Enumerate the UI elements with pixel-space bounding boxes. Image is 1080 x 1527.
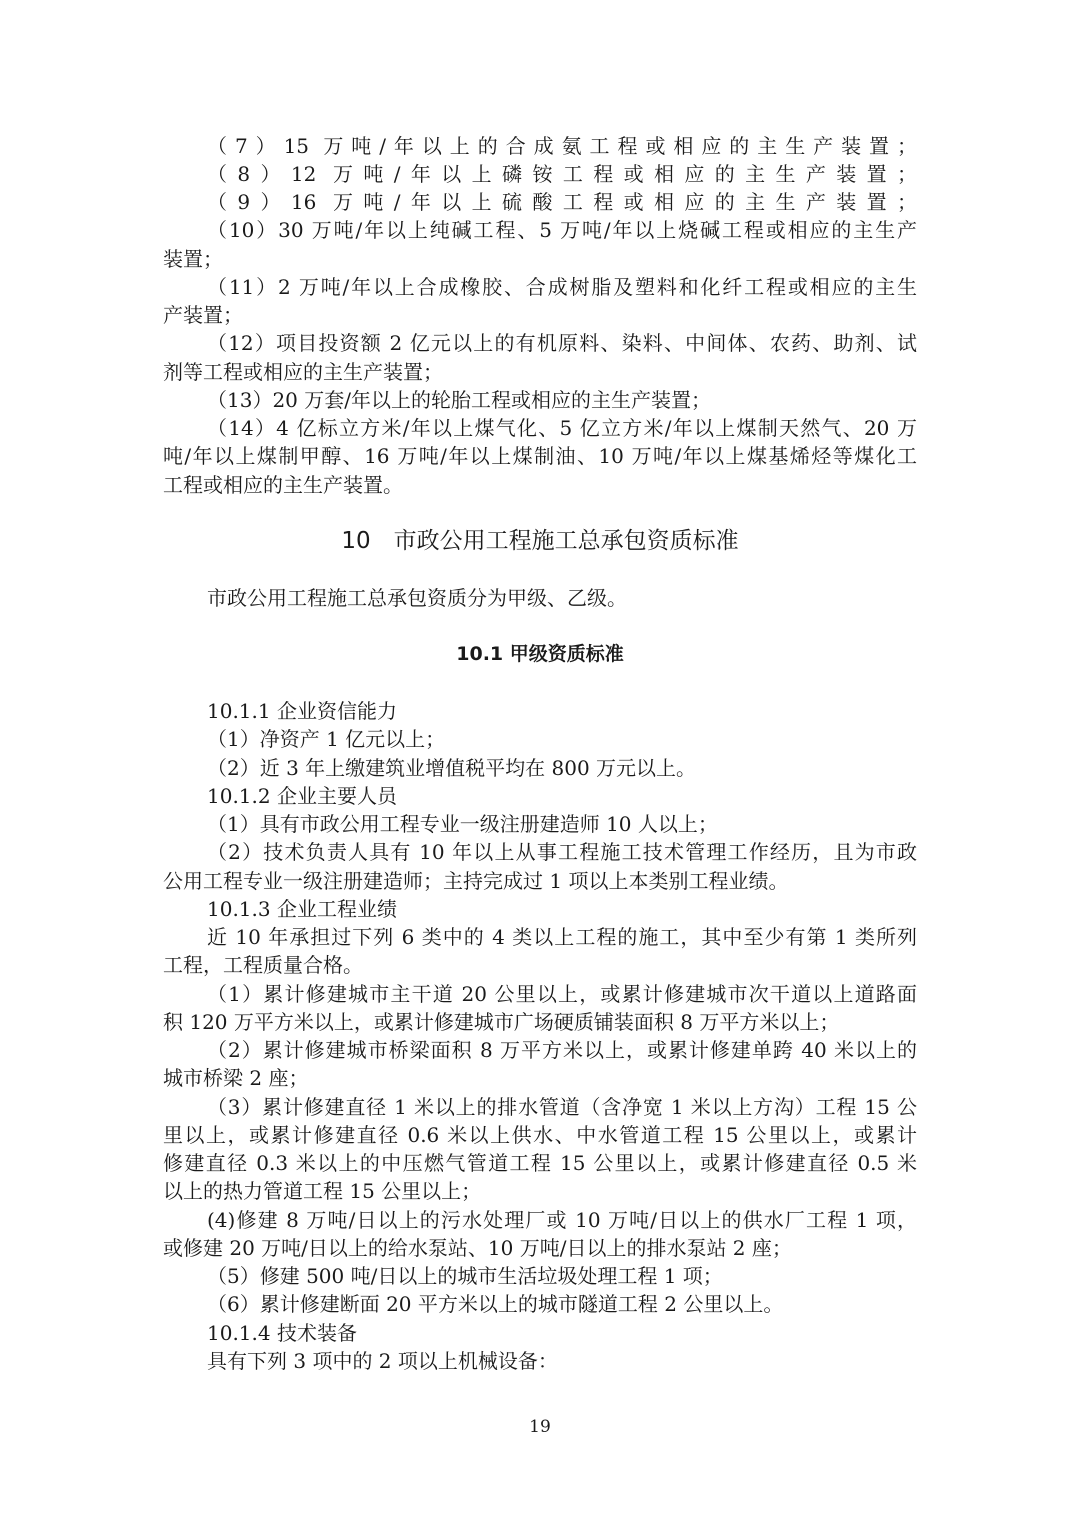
list-item-continuation: 修建直径 0.3 米以上的中压燃气管道工程 15 公里以上，或累计修建直径 0.5 米 [163,1151,917,1175]
clause-heading: 10.1.1 企业资信能力 [207,699,397,723]
list-item-continuation: 积 120 万平方米以上，或累计修建城市广场硬质铺装面积 8 万平方米以上； [163,1010,840,1034]
list-item-continuation: 吨/年以上煤制甲醇、16 万吨/年以上煤制油、10 万吨/年以上煤基烯烃等煤化工 [163,444,917,468]
list-item: （5）修建 500 吨/日以上的城市生活垃圾处理工程 1 项； [207,1264,723,1288]
list-item: （8）12 万吨/年以上磷铵工程或相应的主生产装置； [207,162,917,186]
list-item: （1）净资产 1 亿元以上； [207,727,446,751]
list-item-continuation: 产装置； [163,303,243,327]
list-item: （14）4 亿标立方米/年以上煤气化、5 亿立方米/年以上煤制天然气、20 万 [207,416,917,440]
list-item-continuation: 装置； [163,247,223,271]
list-item: （1）具有市政公用工程专业一级注册建造师 10 人以上； [207,812,718,836]
list-item: (4)修建 8 万吨/日以上的污水处理厂或 10 万吨/日以上的供水厂工程 1 项， [207,1208,917,1232]
list-item-continuation: 以上的热力管道工程 15 公里以上； [163,1179,482,1203]
paragraph: 近 10 年承担过下列 6 类中的 4 类以上工程的施工，其中至少有第 1 类所列 [207,925,917,949]
paragraph: 具有下列 3 项中的 2 项以上机械设备： [207,1349,558,1373]
section-intro: 市政公用工程施工总承包资质分为甲级、乙级。 [207,586,627,610]
section-heading: 10 市政公用工程施工总承包资质标准 [341,528,739,554]
list-item: （7）15 万吨/年以上的合成氨工程或相应的主生产装置； [207,134,917,158]
list-item: （6）累计修建断面 20 平方米以上的城市隧道工程 2 公里以上。 [207,1292,784,1316]
list-item-continuation: 工程或相应的主生产装置。 [163,473,403,497]
list-item: （2）技术负责人具有 10 年以上从事工程施工技术管理工作经历，且为市政 [207,840,917,864]
list-item: （13）20 万套/年以上的轮胎工程或相应的主生产装置； [207,388,711,412]
list-item: （11）2 万吨/年以上合成橡胶、合成树脂及塑料和化纤工程或相应的主生 [207,275,917,299]
list-item: （2）近 3 年上缴建筑业增值税平均在 800 万元以上。 [207,756,697,780]
page-number: 19 [529,1417,551,1437]
clause-heading: 10.1.4 技术装备 [207,1321,357,1345]
list-item: （10）30 万吨/年以上纯碱工程、5 万吨/年以上烧碱工程或相应的主生产 [207,218,917,242]
list-item: （12）项目投资额 2 亿元以上的有机原料、染料、中间体、农药、助剂、试 [207,331,917,355]
list-item-continuation: 里以上，或累计修建直径 0.6 米以上供水、中水管道工程 15 公里以上，或累计 [163,1123,917,1147]
clause-heading: 10.1.2 企业主要人员 [207,784,397,808]
list-item: （9）16 万吨/年以上硫酸工程或相应的主生产装置； [207,190,917,214]
list-item: （1）累计修建城市主干道 20 公里以上，或累计修建城市次干道以上道路面 [207,982,917,1006]
list-item: （3）累计修建直径 1 米以上的排水管道（含净宽 1 米以上方沟）工程 15 公 [207,1095,917,1119]
list-item-continuation: 公用工程专业一级注册建造师；主持完成过 1 项以上本类别工程业绩。 [163,869,789,893]
clause-heading: 10.1.3 企业工程业绩 [207,897,397,921]
list-item-continuation: 或修建 20 万吨/日以上的给水泵站、10 万吨/日以上的排水泵站 2 座； [163,1236,792,1260]
paragraph-continuation: 工程，工程质量合格。 [163,953,363,977]
list-item-continuation: 剂等工程或相应的主生产装置； [163,360,443,384]
list-item-continuation: 城市桥梁 2 座； [163,1066,309,1090]
list-item: （2）累计修建城市桥梁面积 8 万平方米以上，或累计修建单跨 40 米以上的 [207,1038,917,1062]
subsection-heading: 10.1 甲级资质标准 [456,643,624,665]
